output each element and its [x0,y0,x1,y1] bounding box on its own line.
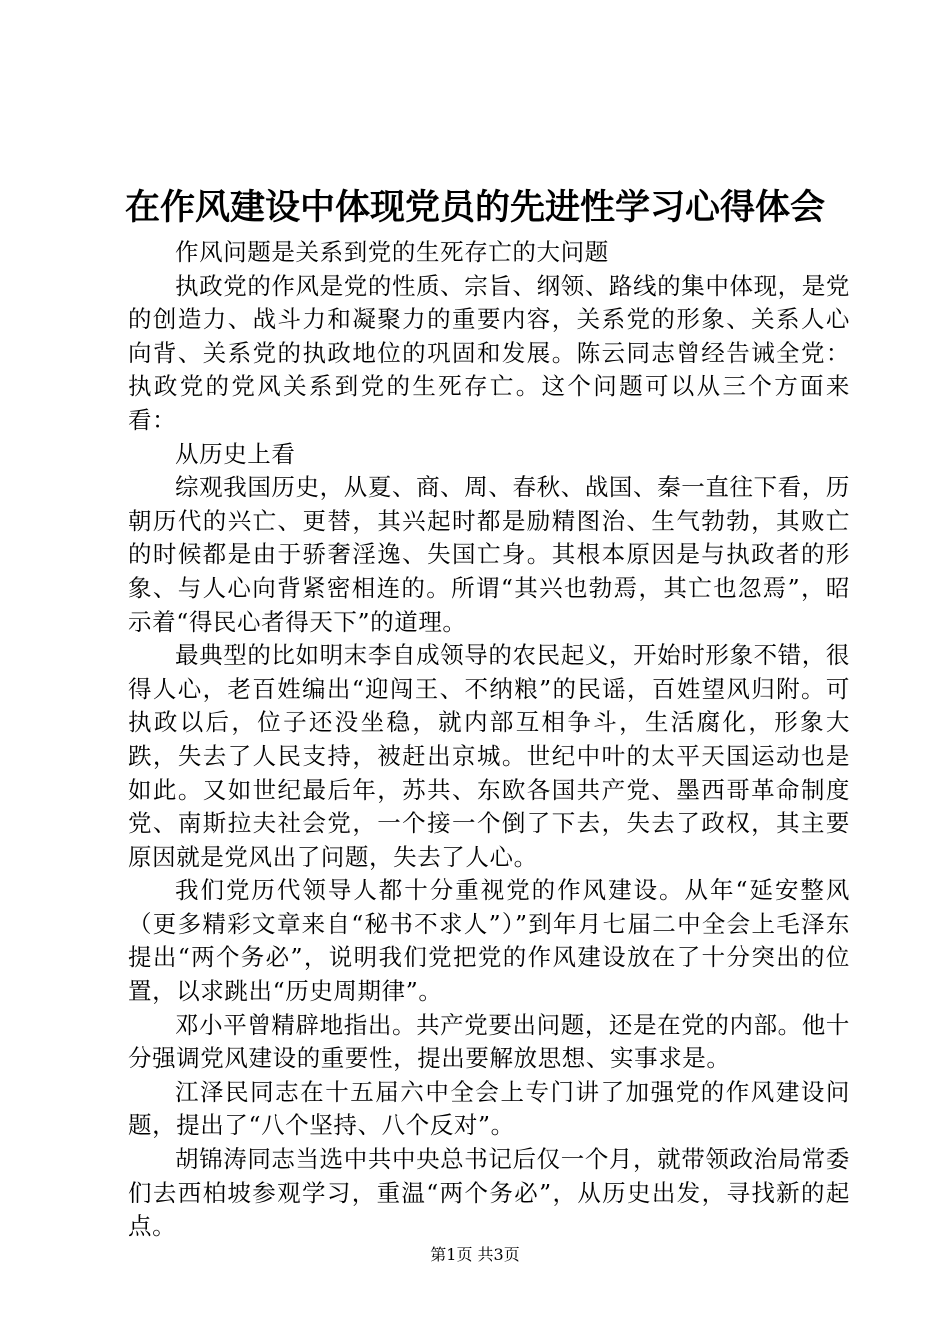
page-footer: 第1页 共3页 [430,1245,520,1264]
document-title: 在作风建设中体现党员的先进性学习心得体会 [124,188,825,228]
paragraph: 综观我国历史，从夏、商、周、春秋、战国、秦一直往下看，历朝历代的兴亡、更替，其兴起时都是励精图治、生气勃勃，其败亡的时候都是由于骄奢淫逸、失国亡身。其根本原因是与执政者的形象、与人心向背紧密相连的。所谓“其兴也勃焉，其亡也忽焉”，昭示着“得民心者得天下”的道理。 [128,473,850,636]
paragraph: 江泽民同志在十五届六中全会上专门讲了加强党的作风建设问题，提出了“八个坚持、八个反对”。 [128,1077,850,1140]
paragraph: 最典型的比如明末李自成领导的农民起义，开始时形象不错，很得人心，老百姓编出“迎闯王、不纳粮”的民谣，百姓望风归附。可执政以后，位子还没坐稳，就内部互相争斗，生活腐化，形象大跌，失去了人民支持，被赶出京城。世纪中叶的太平天国运动也是如此。又如世纪最后年，苏共、东欧各国共产党、墨西哥革命制度党、南斯拉夫社会党，一个接一个倒了下去，失去了政权，其主要原因就是党风出了问题，失去了人心。 [128,641,850,871]
paragraph: 胡锦涛同志当选中共中央总书记后仅一个月，就带领政治局常委们去西柏坡参观学习，重温“两个务必”，从历史出发，寻找新的起点。 [128,1145,850,1241]
paragraph: 我们党历代领导人都十分重视党的作风建设。从年“延安整风（更多精彩文章来自“秘书不求人”）”到年月七届二中全会上毛泽东提出“两个务必”，说明我们党把党的作风建设放在了十分突出的位置，以求跳出“历史周期律”。 [128,876,850,1006]
paragraph: 执政党的作风是党的性质、宗旨、纲领、路线的集中体现，是党的创造力、战斗力和凝聚力的重要内容，关系党的形象、关系人心向背、关系党的执政地位的巩固和发展。陈云同志曾经告诫全党：执政党的党风关系到党的生死存亡。这个问题可以从三个方面来看： [128,271,850,434]
paragraph: 邓小平曾精辟地指出。共产党要出问题，还是在党的内部。他十分强调党风建设的重要性，提出要解放思想、实事求是。 [128,1010,850,1073]
paragraph: 作风问题是关系到党的生死存亡的大问题 [175,238,609,266]
paragraph: 从历史上看 [175,439,296,468]
document-body [128,236,850,1244]
